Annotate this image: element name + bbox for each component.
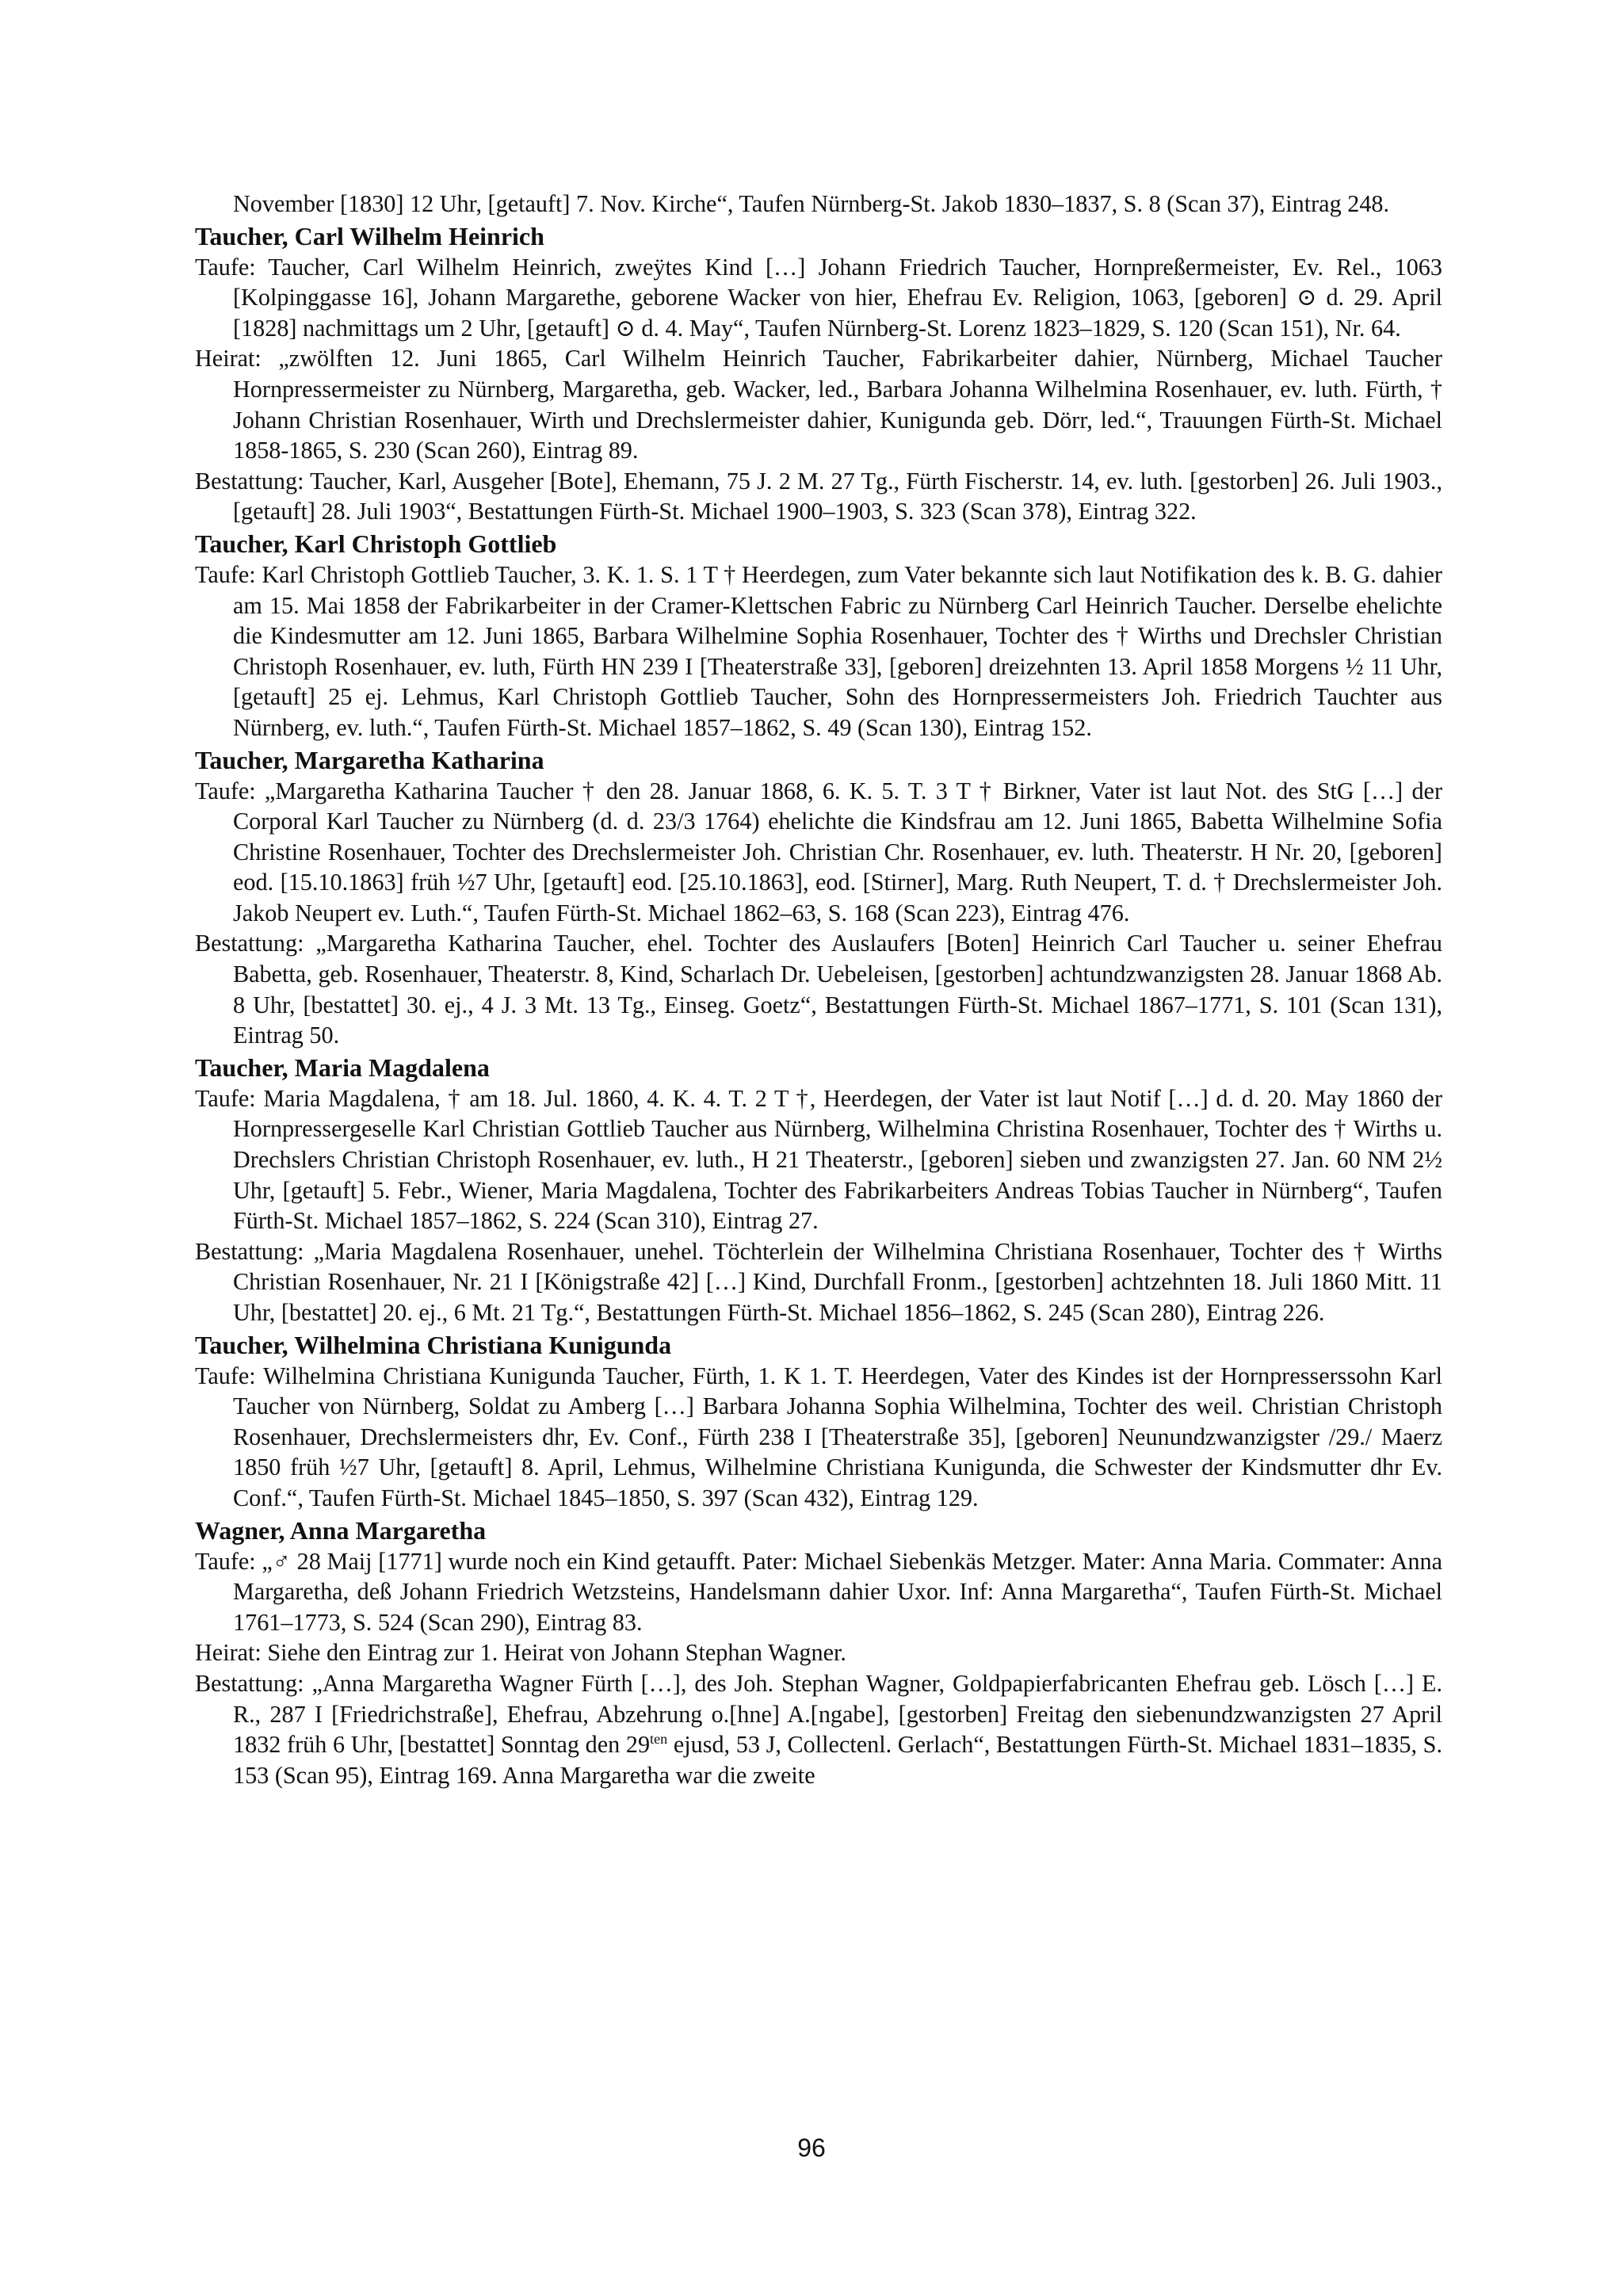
person-block: [195, 220, 1442, 527]
last-entry-text-end: ejusd, 53 J, Collectenl. Gerlach“, Bestattungen Fürth-St. Michael 1831–1835, S. 153 (Scan 95), Eintrag 169. Anna Margaretha war die zweite: [233, 1731, 1442, 1789]
record-entry: Taufe: „Margaretha Katharina Taucher † den 28. Januar 1868, 6. K. 5. T. 3 T † Birkner, Vater ist laut Not. des StG […] der Corporal Karl Taucher zu Nürnberg (d. d. 23/3 1764) ehelichte die Kindsfrau am 12. Juni 1865, Babetta Wilhelmine Sofia Christine Rosenhauer, Tochter des Drechslermeister Joh. Christian Chr. Rosenhauer, ev. luth. Theaterstr. H Nr. 20, [geboren] eod. [15.10.1863] früh ½7 Uhr, [getauft] eod. [25.10.1863], eod. [Stirner], Marg. Ruth Neupert, T. d. † Drechslermeister Joh. Jakob Neupert ev. Luth.“, Taufen Fürth-St. Michael 1862–63, S. 168 (Scan 223), Eintrag 476.: [195, 777, 1442, 926]
record-entry: Bestattung: Taucher, Karl, Ausgeher [Bote], Ehemann, 75 J. 2 M. 27 Tg., Fürth Fischerstr. 14, ev. luth. [gestorben] 26. Juli 1903., [getauft] 28. Juli 1903“, Bestattungen Fürth-St. Michael 1900–1903, S. 323 (Scan 378), Eintrag 322.: [195, 467, 1442, 525]
person-name: Taucher, Wilhelmina Christiana Kunigunda: [195, 1330, 672, 1359]
person-name: Taucher, Karl Christoph Gottlieb: [195, 529, 557, 558]
person-name: Taucher, Maria Magdalena: [195, 1052, 490, 1082]
document-body: [195, 189, 1442, 1790]
last-entry: [195, 1668, 1442, 1790]
person-name: Taucher, Margaretha Katharina: [195, 745, 544, 774]
last-entry-text: Bestattung: „Anna Margaretha Wagner Fürth […], des Joh. Stephan Wagner, Goldpapierfabricanten Ehefrau geb. Lösch […] E. R., 287 I [Friedrichstraße], Ehefrau, Abzehrung o.[hne] A.[ngabe], [gestorben] Freitag den siebenundzwanzigsten 27 April 1832 früh 6 Uhr, [bestattet] Sonntag den 29: [195, 1669, 1442, 1759]
person-block: [195, 1052, 1442, 1328]
record-entry: Taufe: Maria Magdalena, † am 18. Jul. 1860, 4. K. 4. T. 2 T †, Heerdegen, der Vater ist laut Notif […] d. d. 20. May 1860 der Hornpressergeselle Karl Christian Gottlieb Taucher aus Nürnberg, Wilhelmina Christina Rosenhauer, Tochter des † Wirths u. Drechslers Christian Christoph Rosenhauer, ev. luth., H 21 Theaterstr., [geboren] sieben und zwanzigsten 27. Jan. 60 NM 2½ Uhr, [getauft] 5. Febr., Wiener, Maria Magdalena, Tochter des Fabrikarbeiters Andreas Tobias Taucher in Nürnberg“, Taufen Fürth-St. Michael 1857–1862, S. 224 (Scan 310), Eintrag 27.: [195, 1084, 1442, 1235]
superscript: ten: [650, 1731, 668, 1748]
person-name: Wagner, Anna Margaretha: [195, 1515, 487, 1545]
person-name: Taucher, Carl Wilhelm Heinrich: [195, 221, 544, 250]
person-list: [195, 220, 1442, 1668]
record-entry: Bestattung: „Margaretha Katharina Taucher, ehel. Tochter des Auslaufers [Boten] Heinrich Carl Taucher u. seiner Ehefrau Babetta, geb. Rosenhauer, Theaterstr. 8, Kind, Scharlach Dr. Uebeleisen, [gestorben] achtundzwanzigsten 28. Januar 1868 Ab. 8 Uhr, [bestattet] 30. ej., 4 J. 3 Mt. 13 Tg., Einseg. Goetz“, Bestattungen Fürth-St. Michael 1867–1771, S. 101 (Scan 131), Eintrag 50.: [195, 930, 1442, 1049]
continued-entry: November [1830] 12 Uhr, [getauft] 7. Nov. Kirche“, Taufen Nürnberg-St. Jakob 1830–1837, S. 8 (Scan 37), Eintrag 248.: [233, 190, 1390, 217]
record-entry: Taufe: „♂ 28 Maij [1771] wurde noch ein Kind getaufft. Pater: Michael Siebenkäs Metzger. Mater: Anna Maria. Commater: Anna Margaretha, deß Johann Friedrich Wetzsteins, Handelsmann dahier Uxor. Inf: Anna Margaretha“, Taufen Fürth-St. Michael 1761–1773, S. 524 (Scan 290), Eintrag 83.: [195, 1547, 1442, 1636]
person-block: [195, 1329, 1442, 1514]
record-entry: Taufe: Taucher, Carl Wilhelm Heinrich, zweÿtes Kind […] Johann Friedrich Taucher, Hornpreßermeister, Ev. Rel., 1063 [Kolpinggasse 16], Johann Margarethe, geborene Wacker von hier, Ehefrau Ev. Religion, 1063, [geboren] ⊙ d. 29. April [1828] nachmittags um 2 Uhr, [getauft] ⊙ d. 4. May“, Taufen Nürnberg-St. Lorenz 1823–1829, S. 120 (Scan 151), Nr. 64.: [195, 253, 1442, 342]
record-entry: Taufe: Karl Christoph Gottlieb Taucher, 3. K. 1. S. 1 T † Heerdegen, zum Vater bekannte sich laut Notifikation des k. B. G. dahier am 15. Mai 1858 der Fabrikarbeiter in der Cramer-Klettschen Fabric zu Nürnberg Carl Heinrich Taucher. Derselbe ehelichte die Kindesmutter am 12. Juni 1865, Barbara Wilhelmine Sophia Rosenhauer, Tochter des † Wirths und Drechsler Christian Christoph Rosenhauer, ev. luth, Fürth HN 239 I [Theaterstraße 33], [geboren] dreizehnten 13. April 1858 Morgens ½ 11 Uhr, [getauft] 25 ej. Lehmus, Karl Christoph Gottlieb Taucher, Sohn des Hornpressermeisters Joh. Friedrich Tauchter aus Nürnberg, ev. luth.“, Taufen Fürth-St. Michael 1857–1862, S. 49 (Scan 130), Eintrag 152.: [195, 560, 1442, 741]
record-entry: Heirat: „zwölften 12. Juni 1865, Carl Wilhelm Heinrich Taucher, Fabrikarbeiter dahier, Nürnberg, Michael Taucher Hornpressermeister zu Nürnberg, Margaretha, geb. Wacker, led., Barbara Johanna Wilhelmina Rosenhauer, ev. luth. Fürth, † Johann Christian Rosenhauer, Wirth und Drechslermeister dahier, Kunigunda geb. Dörr, led.“, Trauungen Fürth-St. Michael 1858-1865, S. 230 (Scan 260), Eintrag 89.: [195, 345, 1442, 464]
record-entry: Bestattung: „Maria Magdalena Rosenhauer, unehel. Töchterlein der Wilhelmina Christiana Rosenhauer, Tochter des † Wirths Christian Rosenhauer, Nr. 21 I [Königstraße 42] […] Kind, Durchfall Fronm., [gestorben] achtzehnten 18. Juli 1860 Mitt. 11 Uhr, [bestattet] 20. ej., 6 Mt. 21 Tg.“, Bestattungen Fürth-St. Michael 1856–1862, S. 245 (Scan 280), Eintrag 226.: [195, 1237, 1442, 1326]
person-block: [195, 744, 1442, 1051]
page-number: 96: [797, 2134, 826, 2162]
record-entry: Taufe: Wilhelmina Christiana Kunigunda Taucher, Fürth, 1. K 1. T. Heerdegen, Vater des Kindes ist der Hornpresserssohn Karl Taucher von Nürnberg, Soldat zu Amberg […] Barbara Johanna Sophia Wilhelmina, Tochter des weil. Christian Christoph Rosenhauer, Drechslermeisters dhr, Ev. Conf., Fürth 238 I [Theaterstraße 35], [geboren] Neunundzwanzigster /29./ Maerz 1850 früh ½7 Uhr, [getauft] 8. April, Lehmus, Wilhelmine Christiana Kunigunda, die Schwester der Kindsmutter dhr Ev. Conf.“, Taufen Fürth-St. Michael 1845–1850, S. 397 (Scan 432), Eintrag 129.: [195, 1362, 1442, 1511]
person-block: [195, 528, 1442, 743]
record-entry: Heirat: Siehe den Eintrag zur 1. Heirat von Johann Stephan Wagner.: [195, 1639, 846, 1667]
person-block: [195, 1515, 1442, 1668]
